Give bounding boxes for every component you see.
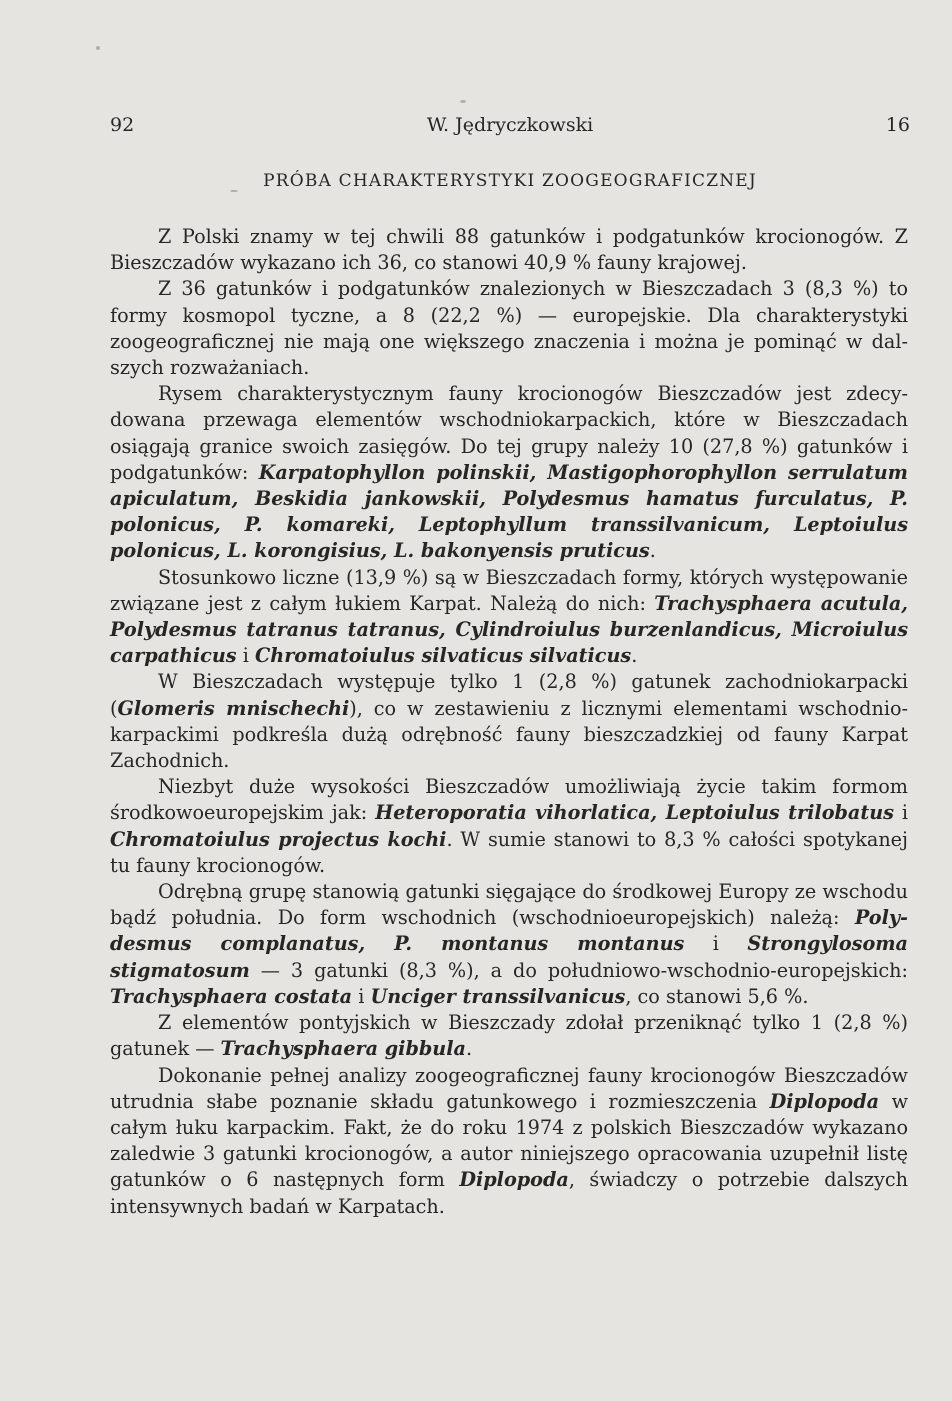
paragraph-text: i <box>893 801 909 825</box>
paragraph-text: — 3 gatunki (8,3 %), a do południowo-wschodnio-europejskich: <box>249 958 908 982</box>
species-name: Strongylosoma stigmatosum <box>110 932 908 982</box>
paragraph-text: . W sumie stanowi to 8,3 % całości spotykanej tu fauny krocionogów. <box>110 827 908 877</box>
species-name: Polydesmus complanatus, P. montanus montanus <box>110 906 908 956</box>
running-header <box>110 114 910 144</box>
paragraph <box>110 565 908 670</box>
paragraph <box>110 774 908 879</box>
article-body <box>110 224 908 1220</box>
species-name: Glomeris mnischechi <box>117 696 350 720</box>
paragraph <box>110 276 908 381</box>
species-name: Karpatophyllon polinskii, Mastigophorophyllon serrulatum apiculatum, Beskidia jankowskii, Polydesmus hamatus furculatus, P. polonicus, P. komareki, Leptophyllum transsilvanicum, Leptoiulus polonicus, L. korongisius, L. bakonyensis pruticus <box>110 460 908 563</box>
paragraph-text: Dokonanie pełnej analizy zoogeograficznej fauny krocionogów Bieszczadów utrudnia słabe poznanie składu gatunkowego i rozmieszczenia <box>110 1063 908 1113</box>
paragraph-text: , co stanowi 5,6 %. <box>625 984 809 1008</box>
species-name: Diplopoda <box>769 1089 880 1113</box>
paragraph-text: Z Polski znamy w tej chwili 88 gatunków i podgatunków krocionogów. Z Bieszczadów wykazano ich 36, co stanowi 40,9 % fauny krajowej. <box>110 225 908 275</box>
species-name: Trachysphaera costata <box>110 984 353 1008</box>
species-name: Chromatoiulus projectus kochi <box>110 827 447 851</box>
species-name: Diplopoda <box>459 1168 569 1192</box>
print-speck <box>460 100 466 103</box>
paragraph-text: . <box>465 1037 473 1061</box>
paragraph <box>110 879 908 1010</box>
paragraph-text: Niezbyt duże wysokości Bieszczadów umożliwiają życie takim formom środkowoeuropejskim jak: <box>110 775 908 825</box>
paragraph-text: Odrębną grupę stanowią gatunki sięgające do środkowej Europy ze wschodu bądź południa. Do form wschodnich (wschodnioeuropejskich) należą: <box>110 880 908 930</box>
species-name: Chromatoiulus silvaticus silvaticus <box>254 644 632 668</box>
page-number: 92 <box>110 114 135 136</box>
paragraph-text: Z elementów pontyjskich w Bieszczady zdołał przeniknąć tylko 1 (2,8 %) gatunek — <box>110 1011 908 1061</box>
paragraph-text: i <box>236 644 255 668</box>
paragraph-text: W Bieszczadach występuje tylko 1 (2,8 %) gatunek zachodniokarpacki ( <box>110 670 908 720</box>
paragraph <box>110 669 908 774</box>
paragraph <box>110 224 908 276</box>
species-name: Unciger transsilvanicus <box>370 984 626 1008</box>
species-name: Trachysphaera gibbula <box>220 1037 466 1061</box>
paragraph-text: , świadczy o potrzebie dalszych intensywnych badań w Karpatach. <box>110 1168 908 1218</box>
paragraph-text: Stosunkowo liczne (13,9 %) są w Bieszczadach formy, których występowanie związane jest z całym łukiem Karpat. Należą do nich: <box>110 565 908 615</box>
paragraph-text: . <box>631 644 638 668</box>
section-title: PRÓBA CHARAKTERYSTYKI ZOOGEOGRAFICZNEJ <box>263 171 757 191</box>
running-head-author: W. Jędryczkowski <box>426 114 594 136</box>
paragraph <box>110 1010 908 1062</box>
print-speck <box>96 46 100 50</box>
paragraph-text: i <box>352 984 371 1008</box>
paragraph-text: . <box>649 539 656 563</box>
paragraph-text: Z 36 gatunków i podgatunków znalezionych w Bieszczadach 3 (8,3 %) to formy kosmopol tyczne, a 8 (22,2 %) — europejskie. Dla charakterystyki zoogeograficznej nie mają one większego znaczenia i można je pominąć w dalszych rozważaniach. <box>110 277 908 380</box>
paragraph-text: ), co w zestawieniu z licznymi elementami wschodniokarpackimi podkreśla dużą odrębność fauny bieszczadzkiej od fauny Karpat Zachodnich. <box>110 696 908 773</box>
paragraph-text: w całym łuku karpackim. Fakt, że do roku 1974 z polskich Bieszczadów wykazano zaledwie 3 gatunki krocionogów, a autor niniejszego opracowania uzupełnił listę gatunków o 6 następnych form <box>110 1089 908 1192</box>
paragraph <box>110 381 908 564</box>
paragraph-text: Rysem charakterystycznym fauny krocionogów Bieszczadów jest zdecydowana przewaga elementów wschodniokarpackich, które w Bieszczadach osiągają granice swoich zasięgów. Do tej grupy należy 10 (27,8 %) gatunków i podgatunków: <box>110 382 908 484</box>
paragraph <box>110 1063 908 1220</box>
section-number: 16 <box>885 114 910 136</box>
paragraph-text: i <box>684 932 748 956</box>
species-name: Trachysphaera acutula, Polydesmus tatranus tatranus, Cylindroiulus burzenlandicus, Microiulus carpathicus <box>110 591 908 668</box>
species-name: Heteroporatia vihorlatica, Leptoiulus trilobatus <box>375 801 894 825</box>
